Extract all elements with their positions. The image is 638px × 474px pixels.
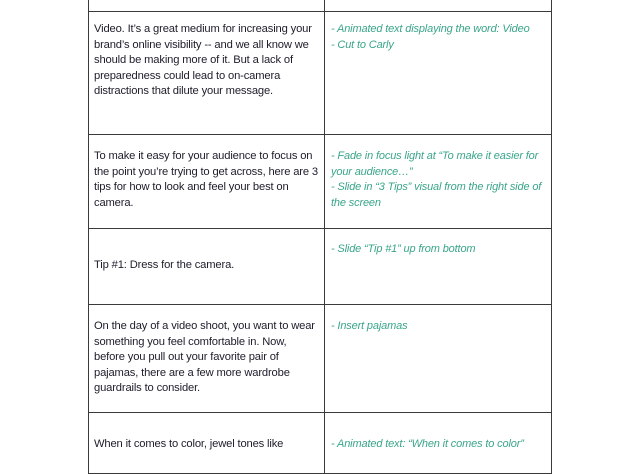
narration-text: Video. It’s a great medium for increasing your brand’s online visibility -- and we all know we should be making more of it. But a lack of preparedness could lead to on-camera distractions that dilute your message. [94,23,312,98]
direction-notes [325,413,551,453]
table-row [89,0,552,12]
narration-text: On the day of a video shoot, you want to wear something you feel comfortable in. Now, before you pull out your favorite pair of pajamas, there are a few more wardrobe guardrails to consider. [94,320,315,395]
direction-note: - Fade in focus light at “To make it easier for your audience…” [331,150,539,178]
direction-cell [325,135,552,229]
direction-note: - Slide in “3 Tips” visual from the right side of the screen [331,181,542,209]
table-row [89,413,552,474]
table-row [89,12,552,135]
direction-notes [325,229,551,258]
narration-text: To make it easy for your audience to focus on the point you’re trying to get across, here are 3 tips for how to look and feel your best on camera. [94,150,318,209]
direction-note: - Insert pajamas [331,320,408,332]
direction-note: - Animated text: “When it comes to color” [331,438,524,450]
direction-notes [325,12,551,53]
direction-note: - Cut to Carly [331,38,394,51]
script-table [88,0,552,474]
narration-cell [89,12,325,135]
narration-cell [89,0,325,12]
narration-text: Tip #1: Dress for the camera. [94,259,235,271]
direction-cell [325,0,552,12]
table-row [89,135,552,229]
narration-cell [89,135,325,229]
table-row [89,229,552,305]
narration-cell [89,305,325,413]
direction-notes [325,135,551,211]
direction-cell [325,229,552,305]
direction-cell [325,305,552,413]
direction-note: - Animated text displaying the word: Video [331,23,530,35]
direction-notes [325,305,551,335]
narration-text: When it comes to color, jewel tones like [94,438,284,450]
narration-cell [89,413,325,474]
narration-cell [89,229,325,305]
table-row [89,305,552,413]
direction-cell [325,12,552,135]
direction-note: - Slide “Tip #1” up from bottom [331,243,476,255]
direction-cell [325,413,552,474]
